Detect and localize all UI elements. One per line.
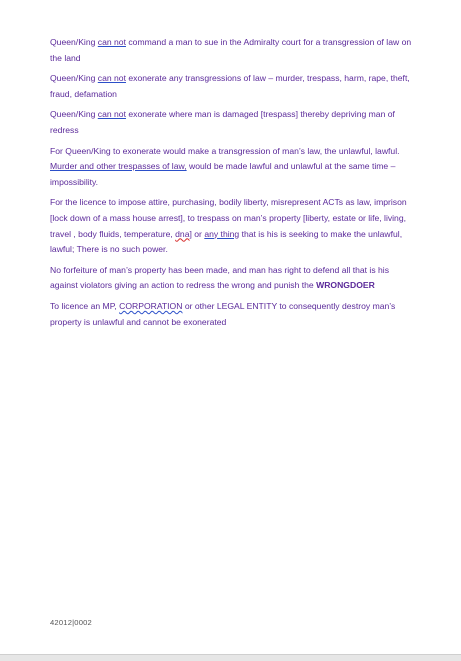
paragraph	[50, 195, 418, 257]
marked-text: can not	[97, 73, 126, 84]
paragraph	[50, 71, 418, 102]
marked-text: dna	[175, 228, 190, 239]
text-run: For Queen/King to exonerate would make a transgression of man’s law, the unlawful, lawful.	[50, 145, 400, 156]
marked-text: any thing	[204, 228, 240, 239]
marked-text: WRONGDOER	[316, 280, 375, 291]
text-run: exonerate where man is damaged [trespass] thereby depriving man of redress	[50, 109, 395, 135]
text-run: would be made lawful and unlawful at the same time – impossibility.	[50, 161, 396, 187]
paragraph	[50, 299, 418, 330]
text-run: No forfeiture of man’s property has been made, and man has right to defend all that is his against violators giving an action to redress the wrong and punish the	[50, 264, 390, 291]
text-run: ] or	[189, 228, 205, 239]
paragraph	[50, 144, 418, 191]
text-run: For the licence to impose attire, purchasing, bodily liberty, misrepresent ACTs as law, imprison [lock down of a mass house arrest], to trespass on man’s property [liberty, estate or life, living, travel , body fluids, temperature,	[50, 197, 407, 239]
paragraph	[50, 35, 418, 66]
marked-text: can not	[97, 37, 126, 47]
page-footer: 42012|0002	[50, 618, 92, 627]
text-run: Queen/King	[50, 109, 98, 120]
marked-text: Murder and other trespasses of law,	[50, 161, 187, 172]
text-run: command a man to sue in the Admiralty court for a transgression of law on the land	[50, 37, 412, 63]
text-run: or other LEGAL ENTITY to consequently destroy man’s property is unlawful and cannot be exonerated	[50, 300, 396, 327]
marked-text: can not	[97, 109, 126, 120]
paragraph	[50, 107, 418, 138]
text-run: To licence an MP,	[50, 300, 120, 311]
text-run: Queen/King	[50, 37, 98, 47]
marked-text: CORPORATION	[119, 300, 183, 311]
text-run: that is his is seeking to make the unlawful, lawful; There is no such power.	[50, 228, 403, 255]
paragraph	[50, 263, 418, 294]
document-body	[50, 35, 418, 335]
text-run: Queen/King	[50, 73, 98, 84]
text-run: exonerate any transgressions of law – murder, trespass, harm, rape, theft, fraud, defamation	[50, 73, 410, 99]
